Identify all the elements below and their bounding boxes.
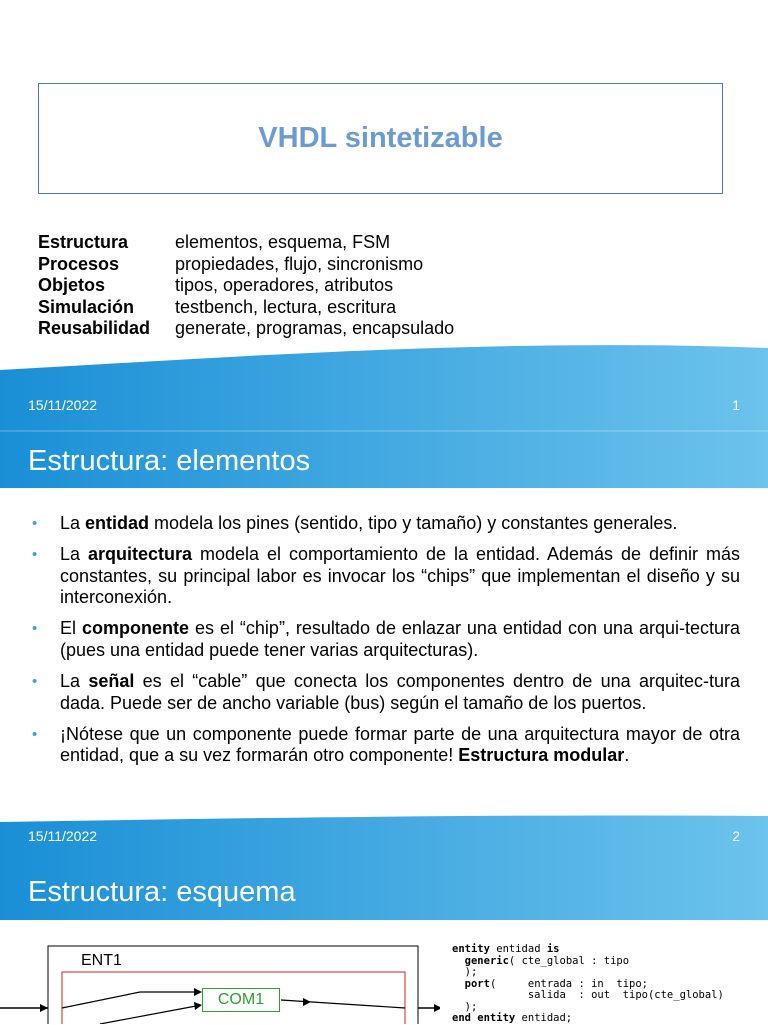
bullet-text-pre: ¡Nótese que un componente puede formar parte de una arquitectura mayor de otra entidad, que a su vez formarán otro componente! <box>60 723 740 766</box>
bullet-list <box>32 513 740 776</box>
code-text: entidad; <box>515 1012 573 1024</box>
bullet-text-post: modela los pines (sentido, tipo y tamaño) y constantes generales. <box>149 513 678 533</box>
code-text: ( entrada : in tipo; <box>489 977 648 990</box>
topics-list <box>38 232 454 340</box>
code-keyword: port <box>464 977 490 990</box>
code-text: entidad <box>489 943 547 955</box>
code-text: salida : out tipo(cte_global) <box>452 989 724 1001</box>
slide-heading: Estructura: esquema <box>28 876 296 908</box>
bullet-text-pre: La <box>60 671 89 692</box>
bullet-icon: • <box>32 546 38 564</box>
topic-key: Simulación <box>38 296 135 317</box>
bullet-item <box>32 618 740 661</box>
arrow-head <box>434 1004 440 1012</box>
bullet-icon: • <box>32 725 38 743</box>
topic-key: Procesos <box>38 253 120 274</box>
slide-date: 15/11/2022 <box>28 397 98 413</box>
bullet-term: entidad <box>85 513 150 533</box>
topic-row <box>38 254 454 276</box>
presentation-title: VHDL sintetizable <box>258 122 503 154</box>
slide-number: 1 <box>732 397 740 413</box>
code-keyword: generic <box>464 954 509 967</box>
slide-divider-band <box>0 342 768 488</box>
output-wire <box>281 1000 405 1008</box>
signal-wire <box>100 1006 196 1024</box>
topic-row <box>38 318 454 340</box>
arrow-head <box>303 998 311 1006</box>
bullet-term: arquitectura <box>88 544 193 565</box>
entity-label: ENT1 <box>81 952 122 969</box>
code-keyword: entity <box>452 943 490 955</box>
bullet-term: componente <box>81 618 189 639</box>
code-keyword: entity <box>470 1012 516 1024</box>
bullet-term: señal <box>88 671 135 692</box>
code-text: ); <box>464 1000 478 1013</box>
topic-value: testbench, lectura, escritura <box>175 296 397 317</box>
vhdl-code-snippet <box>452 944 724 1025</box>
topic-value: generate, programas, encapsulado <box>175 318 455 339</box>
bullet-text-post: . <box>624 745 630 766</box>
code-text: ( cte_global : tipo <box>508 954 630 967</box>
arrow-head <box>40 1004 48 1012</box>
bullet-item <box>32 513 740 535</box>
bullet-icon: • <box>32 620 38 638</box>
slide-date: 15/11/2022 <box>28 828 98 844</box>
topic-value: tipos, operadores, atributos <box>175 275 394 296</box>
bullet-icon: • <box>32 673 38 691</box>
topic-row <box>38 232 454 254</box>
topic-key: Estructura <box>38 232 129 252</box>
code-keyword: end <box>452 1012 471 1024</box>
bullet-text-post: es el “chip”, resultado de enlazar una entidad con una arqui-tectura (pues una entidad puede tener varias arquitecturas). <box>60 618 740 660</box>
topic-value: elementos, esquema, FSM <box>175 232 391 252</box>
component-box: COM1 <box>202 988 280 1012</box>
arrow-head <box>194 1002 202 1010</box>
code-keyword: is <box>546 943 560 955</box>
arrow-head <box>194 988 202 996</box>
signal-wire <box>62 992 196 1008</box>
slide-number: 2 <box>732 828 740 844</box>
topic-row <box>38 297 454 319</box>
topic-row <box>38 275 454 297</box>
bullet-text-post: modela el comportamiento de la entidad. Además de definir más constantes, su principal labor es invocar los “chips” que implementan el diseño y su interconexión. <box>60 544 740 608</box>
bullet-item <box>32 671 740 714</box>
slide-heading: Estructura: elementos <box>28 445 311 477</box>
bullet-term: Estructura modular <box>458 745 625 766</box>
topic-value: propiedades, flujo, sincronismo <box>175 253 424 274</box>
slide-title-box <box>38 83 723 194</box>
bullet-text-pre: La <box>60 544 88 565</box>
topic-key: Objetos <box>38 275 106 296</box>
slide-divider-band <box>0 812 768 920</box>
bullet-item <box>32 724 740 767</box>
bullet-item <box>32 544 740 609</box>
topic-key: Reusabilidad <box>38 318 151 339</box>
bullet-text-pre: La <box>60 513 86 533</box>
bullet-text-post: es el “cable” que conecta los componentes dentro de una arquitec-tura dada. Puede ser de ancho variable (bus) según el tamaño de los puertos. <box>60 671 740 713</box>
bullet-text-pre: El <box>60 618 82 639</box>
bullet-icon: • <box>32 515 38 532</box>
code-text: ); <box>464 966 478 978</box>
